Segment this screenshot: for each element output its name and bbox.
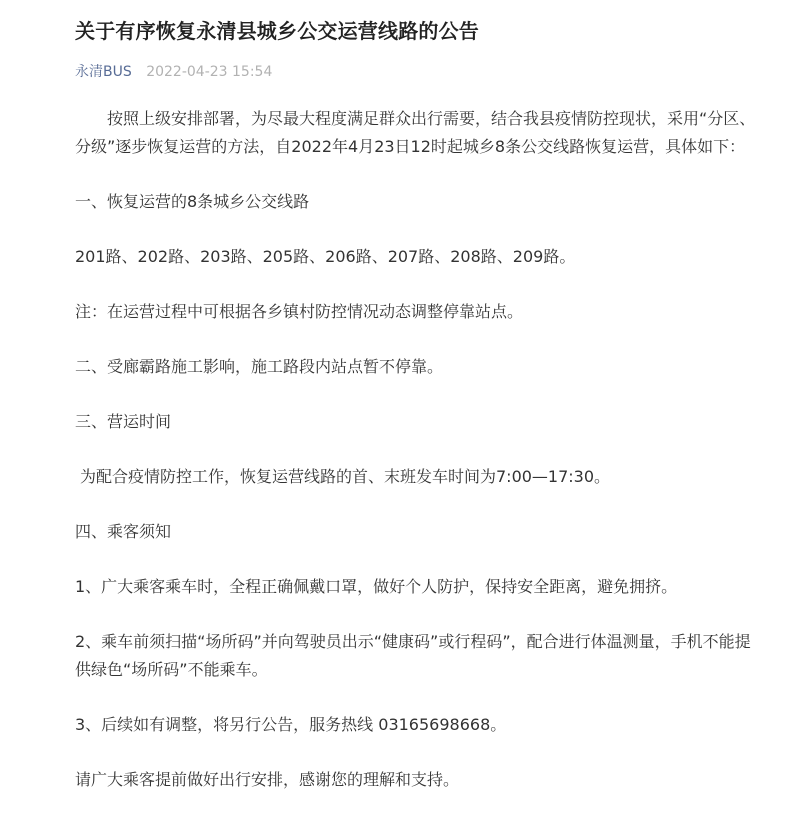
notice-item-3: 3、后续如有调整，将另行公告，服务热线 03165698668。 xyxy=(75,715,507,734)
intro-paragraph: 按照上级安排部署，为尽最大程度满足群众出行需要，结合我县疫情防控现状，采用“分区、分级”逐步恢复运营的方法，自2022年4月23日12时起城乡8条公交线路恢复运营，具体如下： xyxy=(75,109,756,156)
section-heading-notice: 四、乘客须知 xyxy=(75,522,172,541)
note-paragraph: 注：在运营过程中可根据各乡镇村防控情况动态调整停靠站点。 xyxy=(75,302,524,321)
section-heading-hours: 三、营运时间 xyxy=(75,412,172,431)
publish-date: 2022-04-23 15:54 xyxy=(146,64,273,80)
account-name-link[interactable]: 永清BUS xyxy=(75,64,132,80)
section-heading-routes: 一、恢复运营的8条城乡公交线路 xyxy=(75,192,310,211)
route-list: 201路、202路、203路、205路、206路、207路、208路、209路。 xyxy=(75,247,576,266)
closing-paragraph: 请广大乘客提前做好出行安排，感谢您的理解和支持。 xyxy=(75,770,460,789)
article-meta xyxy=(75,61,758,83)
article-title: 关于有序恢复永清县城乡公交运营线路的公告 xyxy=(75,19,479,43)
article-body xyxy=(75,105,758,794)
section-heading-construction: 二、受廊霸路施工影响，施工路段内站点暂不停靠。 xyxy=(75,357,444,376)
notice-item-1: 1、广大乘客乘车时，全程正确佩戴口罩，做好个人防护，保持安全距离，避免拥挤。 xyxy=(75,577,678,596)
notice-item-2: 2、乘车前须扫描“场所码”并向驾驶员出示“健康码”或行程码”，配合进行体温测量，手机不能提供绿色“场所码”不能乘车。 xyxy=(75,632,751,679)
hours-paragraph: 为配合疫情防控工作，恢复运营线路的首、末班发车时间为7:00—17:30。 xyxy=(80,467,611,486)
